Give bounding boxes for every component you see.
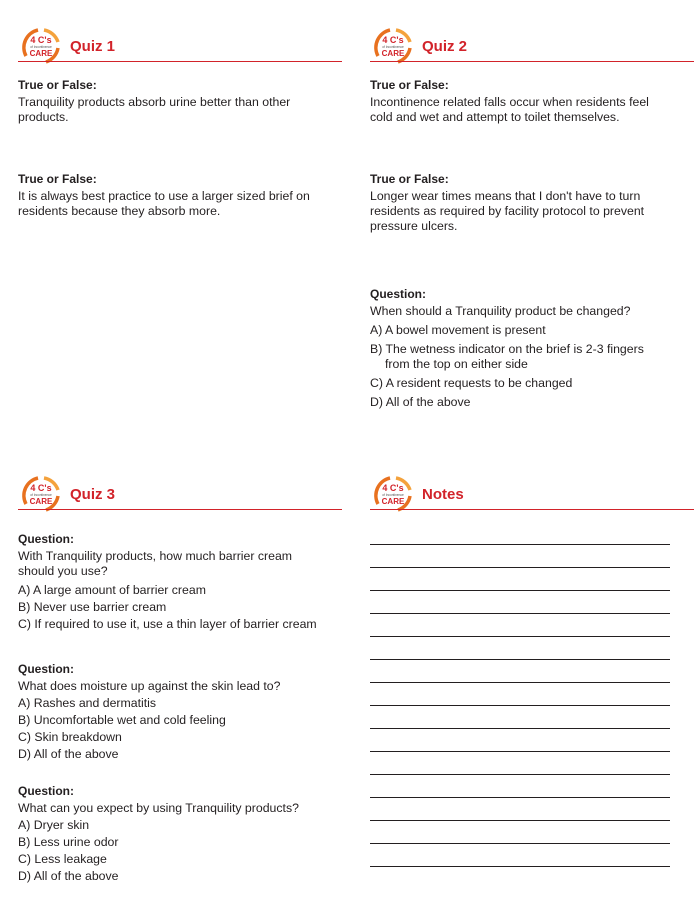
logo-line2: of Incontinence [382, 493, 404, 497]
header-rule [370, 509, 694, 510]
question-label: Question: [370, 287, 426, 301]
note-line[interactable] [370, 751, 670, 752]
question-label: Question: [18, 662, 74, 676]
header-rule [18, 509, 342, 510]
logo-line1: 4 C's [382, 483, 404, 493]
question-text: When should a Tranquility product be changed? [370, 304, 631, 318]
quiz-3-question-1 [18, 532, 318, 632]
quiz-3-question-3 [18, 784, 318, 884]
note-line[interactable] [370, 567, 670, 568]
header-rule [18, 61, 342, 62]
question-text: What can you expect by using Tranquility products? [18, 801, 299, 815]
question-text: Tranquility products absorb urine better than other products. [18, 95, 291, 124]
answer-option: D) All of the above [18, 747, 119, 761]
question-text: What does moisture up against the skin lead to? [18, 679, 281, 693]
note-line[interactable] [370, 774, 670, 775]
4cs-care-logo [370, 26, 416, 64]
question-text: With Tranquility products, how much barrier cream should you use? [18, 549, 293, 578]
header-rule [370, 61, 694, 62]
answer-option: C) If required to use it, use a thin layer of barrier cream [18, 617, 317, 631]
question-label: Question: [18, 532, 74, 546]
quiz-3-panel [18, 474, 330, 883]
answer-option: C) A resident requests to be changed [370, 376, 573, 390]
answer-option: B) Never use barrier cream [18, 600, 167, 614]
question-text: Longer wear times means that I don't have to turn residents as required by facility protocol to prevent pressure ulcers. [370, 189, 645, 233]
note-line[interactable] [370, 705, 670, 706]
logo-line3: CARE [29, 497, 53, 506]
answer-option: D) All of the above [18, 869, 119, 883]
quiz-1-panel [18, 26, 330, 218]
answer-option: A) A large amount of barrier cream [18, 583, 206, 597]
note-line[interactable] [370, 797, 670, 798]
answer-option: A) Rashes and dermatitis [18, 696, 157, 710]
answer-option: B) Uncomfortable wet and cold feeling [18, 713, 226, 727]
logo-line2: of Incontinence [30, 493, 52, 497]
logo-line1: 4 C's [30, 35, 52, 45]
answer-option: B) Less urine odor [18, 835, 119, 849]
logo-line1: 4 C's [30, 483, 52, 493]
quiz-3-title: Quiz 3 [70, 486, 116, 503]
note-line[interactable] [370, 866, 670, 867]
question-label: True or False: [18, 172, 97, 186]
note-line[interactable] [370, 843, 670, 844]
question-label: True or False: [18, 78, 97, 92]
quiz-2-header [370, 26, 682, 66]
quiz-3-question-2 [18, 662, 318, 762]
notes-panel [370, 474, 682, 514]
4cs-care-logo [18, 474, 64, 512]
note-line[interactable] [370, 659, 670, 660]
logo-line3: CARE [381, 49, 405, 58]
question-label: True or False: [370, 172, 449, 186]
note-line[interactable] [370, 728, 670, 729]
4cs-care-logo [370, 474, 416, 512]
question-text: Incontinence related falls occur when residents feel cold and wet and attempt to toilet themselves. [370, 95, 649, 124]
4cs-care-logo [18, 26, 64, 64]
note-line[interactable] [370, 820, 670, 821]
answer-option: A) A bowel movement is present [370, 323, 546, 337]
quiz-2-question-2 [370, 172, 670, 234]
logo-line2: of Incontinence [382, 45, 404, 49]
note-line[interactable] [370, 636, 670, 637]
note-line[interactable] [370, 613, 670, 614]
note-line[interactable] [370, 590, 670, 591]
quiz-2-title: Quiz 2 [422, 38, 468, 55]
logo-line3: CARE [29, 49, 53, 58]
note-line[interactable] [370, 682, 670, 683]
quiz-2-question-3 [370, 287, 670, 410]
answer-option: D) All of the above [370, 395, 471, 409]
logo-line3: CARE [381, 497, 405, 506]
quiz-1-title: Quiz 1 [70, 38, 116, 55]
quiz-1-question-1 [18, 78, 318, 125]
notes-header [370, 474, 682, 514]
quiz-1-question-2 [18, 172, 318, 219]
notes-title: Notes [422, 486, 464, 503]
answer-option: A) Dryer skin [18, 818, 90, 832]
answer-option: B) The wetness indicator on the brief is 2-3 fingers from the top on either side [370, 342, 644, 371]
quiz-3-header [18, 474, 330, 514]
question-label: True or False: [370, 78, 449, 92]
answer-option: C) Less leakage [18, 852, 107, 866]
answer-option: C) Skin breakdown [18, 730, 122, 744]
quiz-2-question-1 [370, 78, 670, 125]
question-label: Question: [18, 784, 74, 798]
logo-line2: of Incontinence [30, 45, 52, 49]
question-text: It is always best practice to use a larger sized brief on residents because they absorb more. [18, 189, 310, 218]
quiz-1-header [18, 26, 330, 66]
quiz-2-panel [370, 26, 682, 409]
note-line[interactable] [370, 544, 670, 545]
logo-line1: 4 C's [382, 35, 404, 45]
